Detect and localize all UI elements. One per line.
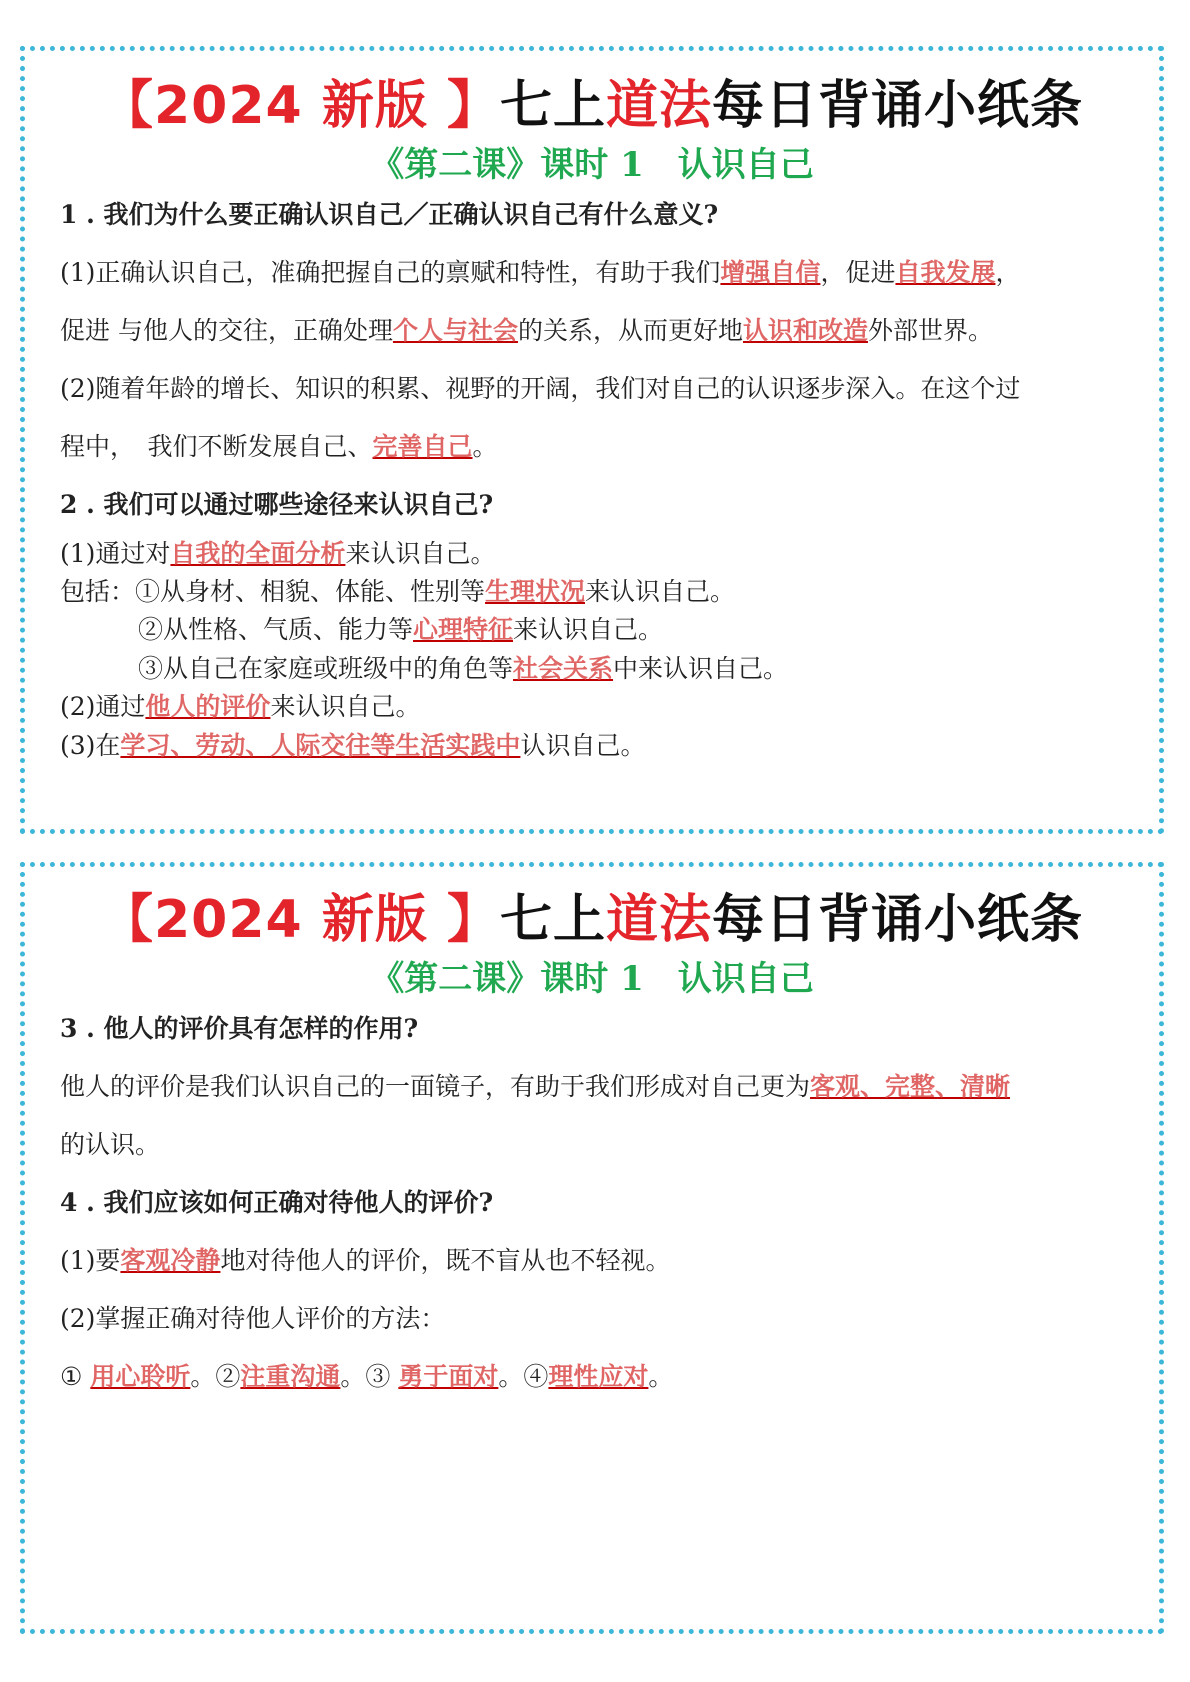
card-subtitle: 《第二课》课时 1 认识自己 (370, 959, 814, 999)
question-3: 3 . 他人的评价具有怎样的作用? (60, 1014, 419, 1043)
text: (1)正确认识自己，准确把握自己的禀赋和特性，有助于我们 (60, 258, 721, 287)
text: ① (60, 1362, 91, 1391)
text: 外部世界。 (868, 316, 994, 345)
question-4: 4 . 我们应该如何正确对待他人的评价? (60, 1188, 494, 1217)
text: ②从性格、气质、能力等 (138, 615, 414, 644)
keyword: 认识和改造 (742, 316, 868, 345)
title-bracket-open: 【 (100, 76, 154, 136)
keyword: 心理特征 (413, 615, 514, 644)
keyword: 生理状况 (485, 577, 586, 606)
answer-line: 的认识。 (60, 1130, 161, 1159)
card-bottom (20, 862, 1164, 1634)
title-year: 2024 (154, 890, 303, 950)
keyword: 增强自信 (720, 258, 821, 287)
title-grade: 七上 (499, 76, 606, 136)
title-rest: 每日背诵小纸条 (711, 890, 1083, 950)
keyword: 理性应对 (548, 1362, 649, 1391)
keyword: 他人的评价 (145, 692, 271, 721)
title-bracket-open: 【 (100, 890, 154, 950)
text: 的关系，从而更好地 (517, 316, 743, 345)
text: 包括：①从身材、相貌、体能、性别等 (60, 577, 486, 606)
answer-line (60, 311, 1139, 347)
card-top (20, 46, 1164, 834)
title-rest: 每日背诵小纸条 (711, 76, 1083, 136)
text: 。④ (498, 1362, 549, 1391)
text: 。② (190, 1362, 241, 1391)
text: 。 (472, 432, 498, 461)
text: 。 (648, 1362, 674, 1391)
text: (2)通过 (60, 692, 146, 721)
answer-line (60, 1357, 1139, 1393)
answer-line: (2)掌握正确对待他人评价的方法： (60, 1304, 446, 1333)
text: 中来认识自己。 (613, 654, 789, 683)
answer-line: (2)随着年龄的增长、知识的积累、视野的开阔，我们对自己的认识逐步深入。在这个过 (60, 374, 1021, 403)
keyword: 注重沟通 (240, 1362, 341, 1391)
keyword: 客观、完整、清晰 (810, 1072, 1011, 1101)
title-new: 新版 (302, 76, 428, 136)
text: 程中， 我们不断发展自己、 (60, 432, 373, 461)
text: 。③ (340, 1362, 399, 1391)
card-subtitle: 《第二课》课时 1 认识自己 (370, 145, 814, 185)
answer-line (60, 687, 1139, 723)
card-title (25, 877, 1159, 952)
answer-line (138, 649, 1139, 685)
keyword: 自我的全面分析 (170, 539, 346, 568)
text: ③从自己在家庭或班级中的角色等 (138, 654, 514, 683)
answer-line (60, 1067, 1139, 1103)
text: 来认识自己。 (585, 577, 736, 606)
text: ，促进 (820, 258, 896, 287)
keyword: 客观冷静 (120, 1246, 221, 1275)
text: (3)在 (60, 731, 121, 760)
keyword: 用心聆听 (90, 1362, 191, 1391)
title-bracket-close: 】 (427, 890, 500, 950)
title-new: 新版 (302, 890, 428, 950)
text: 来认识自己。 (345, 539, 496, 568)
keyword: 学习、劳动、人际交往等生活实践中 (120, 731, 521, 760)
title-year: 2024 (154, 76, 303, 136)
card-title (25, 63, 1159, 138)
text: 来认识自己。 (513, 615, 664, 644)
title-grade: 七上 (499, 890, 606, 950)
answer-line (138, 610, 1139, 646)
text: 促进 与他人的交往，正确处理 (60, 316, 393, 345)
keyword: 完善自己 (372, 432, 473, 461)
keyword: 个人与社会 (392, 316, 518, 345)
answer-line (60, 1241, 1139, 1277)
answer-line (60, 572, 1139, 608)
keyword: 自我发展 (895, 258, 996, 287)
text: 他人的评价是我们认识自己的一面镜子，有助于我们形成对自己更为 (60, 1072, 811, 1101)
answer-line (60, 726, 1139, 762)
text: ， (995, 258, 1021, 287)
text: 来认识自己。 (270, 692, 421, 721)
question-2: 2 . 我们可以通过哪些途径来认识自己? (60, 490, 494, 519)
title-subject: 道法 (605, 890, 712, 950)
text: 认识自己。 (520, 731, 646, 760)
answer-line (60, 253, 1139, 289)
text: (1)要 (60, 1246, 121, 1275)
answer-line (60, 534, 1139, 570)
text: 地对待他人的评价，既不盲从也不轻视。 (220, 1246, 671, 1275)
question-1: 1 . 我们为什么要正确认识自己／正确认识自己有什么意义? (60, 200, 719, 229)
title-bracket-close: 】 (427, 76, 500, 136)
keyword: 社会关系 (513, 654, 614, 683)
keyword: 勇于面对 (398, 1362, 499, 1391)
text: (1)通过对 (60, 539, 171, 568)
answer-line (60, 427, 1139, 463)
title-subject: 道法 (605, 76, 712, 136)
